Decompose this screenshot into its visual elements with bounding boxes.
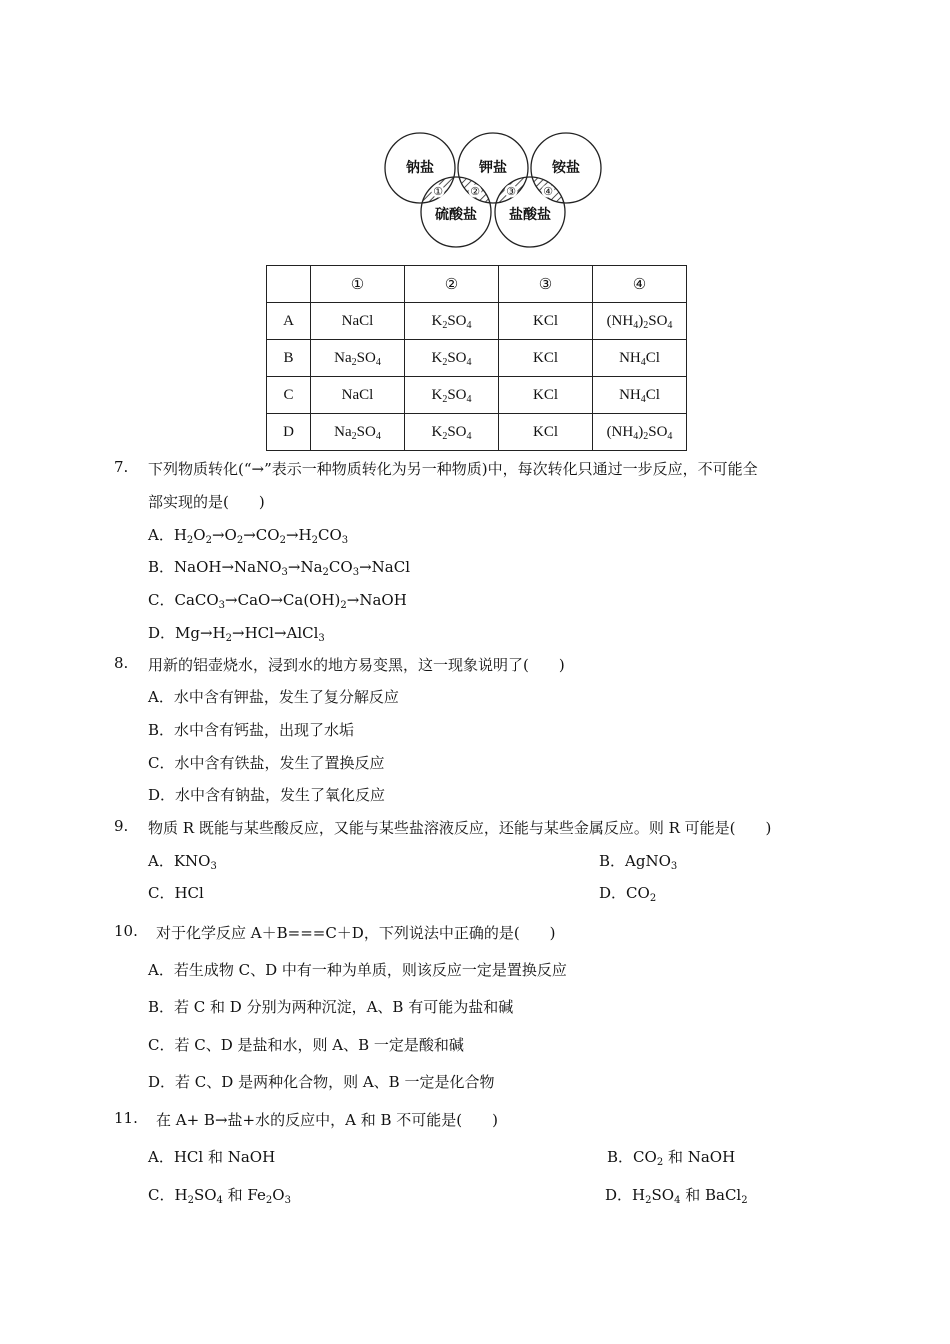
option-a: A．$H_2O_2\to O_2\to CO_2\to H_2CO_3$ xyxy=(148,526,349,546)
option-d: D．若 C、D 是两种化合物，则 A、B 一定是化合物 xyxy=(148,1073,495,1091)
option-c: C．$H_2SO_4$ 和 $Fe_2O_3$ xyxy=(148,1186,291,1206)
option-a: A．若生成物 C、D 中有一种为单质，则该反应一定是置换反应 xyxy=(148,961,567,979)
label-ammonium-salt: 铵盐 xyxy=(552,160,580,176)
label-sodium-salt: 钠盐 xyxy=(406,160,434,176)
question-text: 在 A+ B→盐+水的反应中，A 和 B 不可能是( ) xyxy=(156,1111,498,1129)
option-b: B．AgNO$_3$ xyxy=(599,852,678,872)
mark-4: ④ xyxy=(543,185,553,198)
table-cell: $NH_4Cl$ xyxy=(593,340,687,377)
table-cell: KCl xyxy=(499,377,593,414)
table-cell: A xyxy=(267,303,311,340)
option-a: A．$KNO_3$ xyxy=(148,852,217,872)
option-c: C．$CaCO_3\to CaO\to Ca(OH)_2\to NaOH$ xyxy=(148,591,407,611)
question-number: 7. xyxy=(114,458,129,476)
table-cell: ① xyxy=(311,266,405,303)
table-cell: C xyxy=(267,377,311,414)
option-d: D．$H_2SO_4$ 和 BaCl$_2$ xyxy=(605,1186,748,1206)
table-cell: NaCl xyxy=(311,303,405,340)
answer-table xyxy=(266,265,687,451)
table-cell xyxy=(267,266,311,303)
question-number: 9. xyxy=(114,817,129,835)
option-b: B．若 C 和 D 分别为两种沉淀，A、B 有可能为盐和碱 xyxy=(148,998,514,1016)
option-b: B．$NaOH\to NaNO_3\to Na_2CO_3\to NaCl$ xyxy=(148,558,410,578)
label-sulfate: 硫酸盐 xyxy=(435,207,477,223)
option-c: C．若 C、D 是盐和水，则 A、B 一定是酸和碱 xyxy=(148,1036,464,1054)
option-d: D．$CO_2$ xyxy=(599,884,657,904)
table-row xyxy=(267,340,687,377)
option-a: A．水中含有钾盐，发生了复分解反应 xyxy=(148,688,399,706)
option-b: B．$CO_2$ 和 NaOH xyxy=(607,1148,736,1168)
option-d: D．$Mg\to H_2\to HCl\to AlCl_3$ xyxy=(148,624,325,644)
option-b: B．水中含有钙盐，出现了水垢 xyxy=(148,721,355,739)
mark-1: ① xyxy=(433,185,443,198)
option-d: D．水中含有钠盐，发生了氧化反应 xyxy=(148,786,386,804)
table-cell: $K_2SO_4$ xyxy=(405,340,499,377)
label-potassium-salt: 钾盐 xyxy=(479,160,507,176)
question-number: 10. xyxy=(114,922,138,940)
table-cell: KCl xyxy=(499,414,593,451)
table-row xyxy=(267,303,687,340)
table-cell: $K_2SO_4$ xyxy=(405,303,499,340)
table-cell: $Na_2SO_4$ xyxy=(311,340,405,377)
table-cell: $NH_4Cl$ xyxy=(593,377,687,414)
table-cell: KCl xyxy=(499,303,593,340)
question-text: 物质 R 既能与某些酸反应，又能与某些盐溶液反应，还能与某些金属反应。则 R 可能是( ) xyxy=(148,819,772,837)
table-cell: $Na_2SO_4$ xyxy=(311,414,405,451)
option-c: C．HCl xyxy=(148,884,204,902)
question-text: 对于化学反应 A＋B===C＋D，下列说法中正确的是( ) xyxy=(156,924,556,942)
question-text: 下列物质转化(“→”表示一种物质转化为另一种物质)中，每次转化只通过一步反应，不可能全 xyxy=(148,460,758,478)
table-cell: ④ xyxy=(593,266,687,303)
option-a: A．HCl 和 NaOH xyxy=(148,1148,276,1166)
salt-venn-diagram xyxy=(380,130,605,252)
question-text: 用新的铝壶烧水，浸到水的地方易变黑，这一现象说明了( ) xyxy=(148,656,565,674)
question-number: 8. xyxy=(114,654,129,672)
question-number: 11. xyxy=(114,1109,138,1127)
table-cell: $(NH_4)_2SO_4$ xyxy=(593,414,687,451)
table-cell: $K_2SO_4$ xyxy=(405,414,499,451)
mark-2: ② xyxy=(470,185,480,198)
table-cell: $(NH_4)_2SO_4$ xyxy=(593,303,687,340)
mark-3: ③ xyxy=(506,185,516,198)
label-chloride: 盐酸盐 xyxy=(509,207,551,223)
table-cell: ③ xyxy=(499,266,593,303)
table-row xyxy=(267,414,687,451)
table-cell: D xyxy=(267,414,311,451)
question-text: 部实现的是( ) xyxy=(148,493,265,511)
table-cell: $K_2SO_4$ xyxy=(405,377,499,414)
option-c: C．水中含有铁盐，发生了置换反应 xyxy=(148,754,385,772)
table-cell: KCl xyxy=(499,340,593,377)
table-header-row xyxy=(267,266,687,303)
table-cell: ② xyxy=(405,266,499,303)
table-cell: B xyxy=(267,340,311,377)
table-cell: NaCl xyxy=(311,377,405,414)
table-row xyxy=(267,377,687,414)
